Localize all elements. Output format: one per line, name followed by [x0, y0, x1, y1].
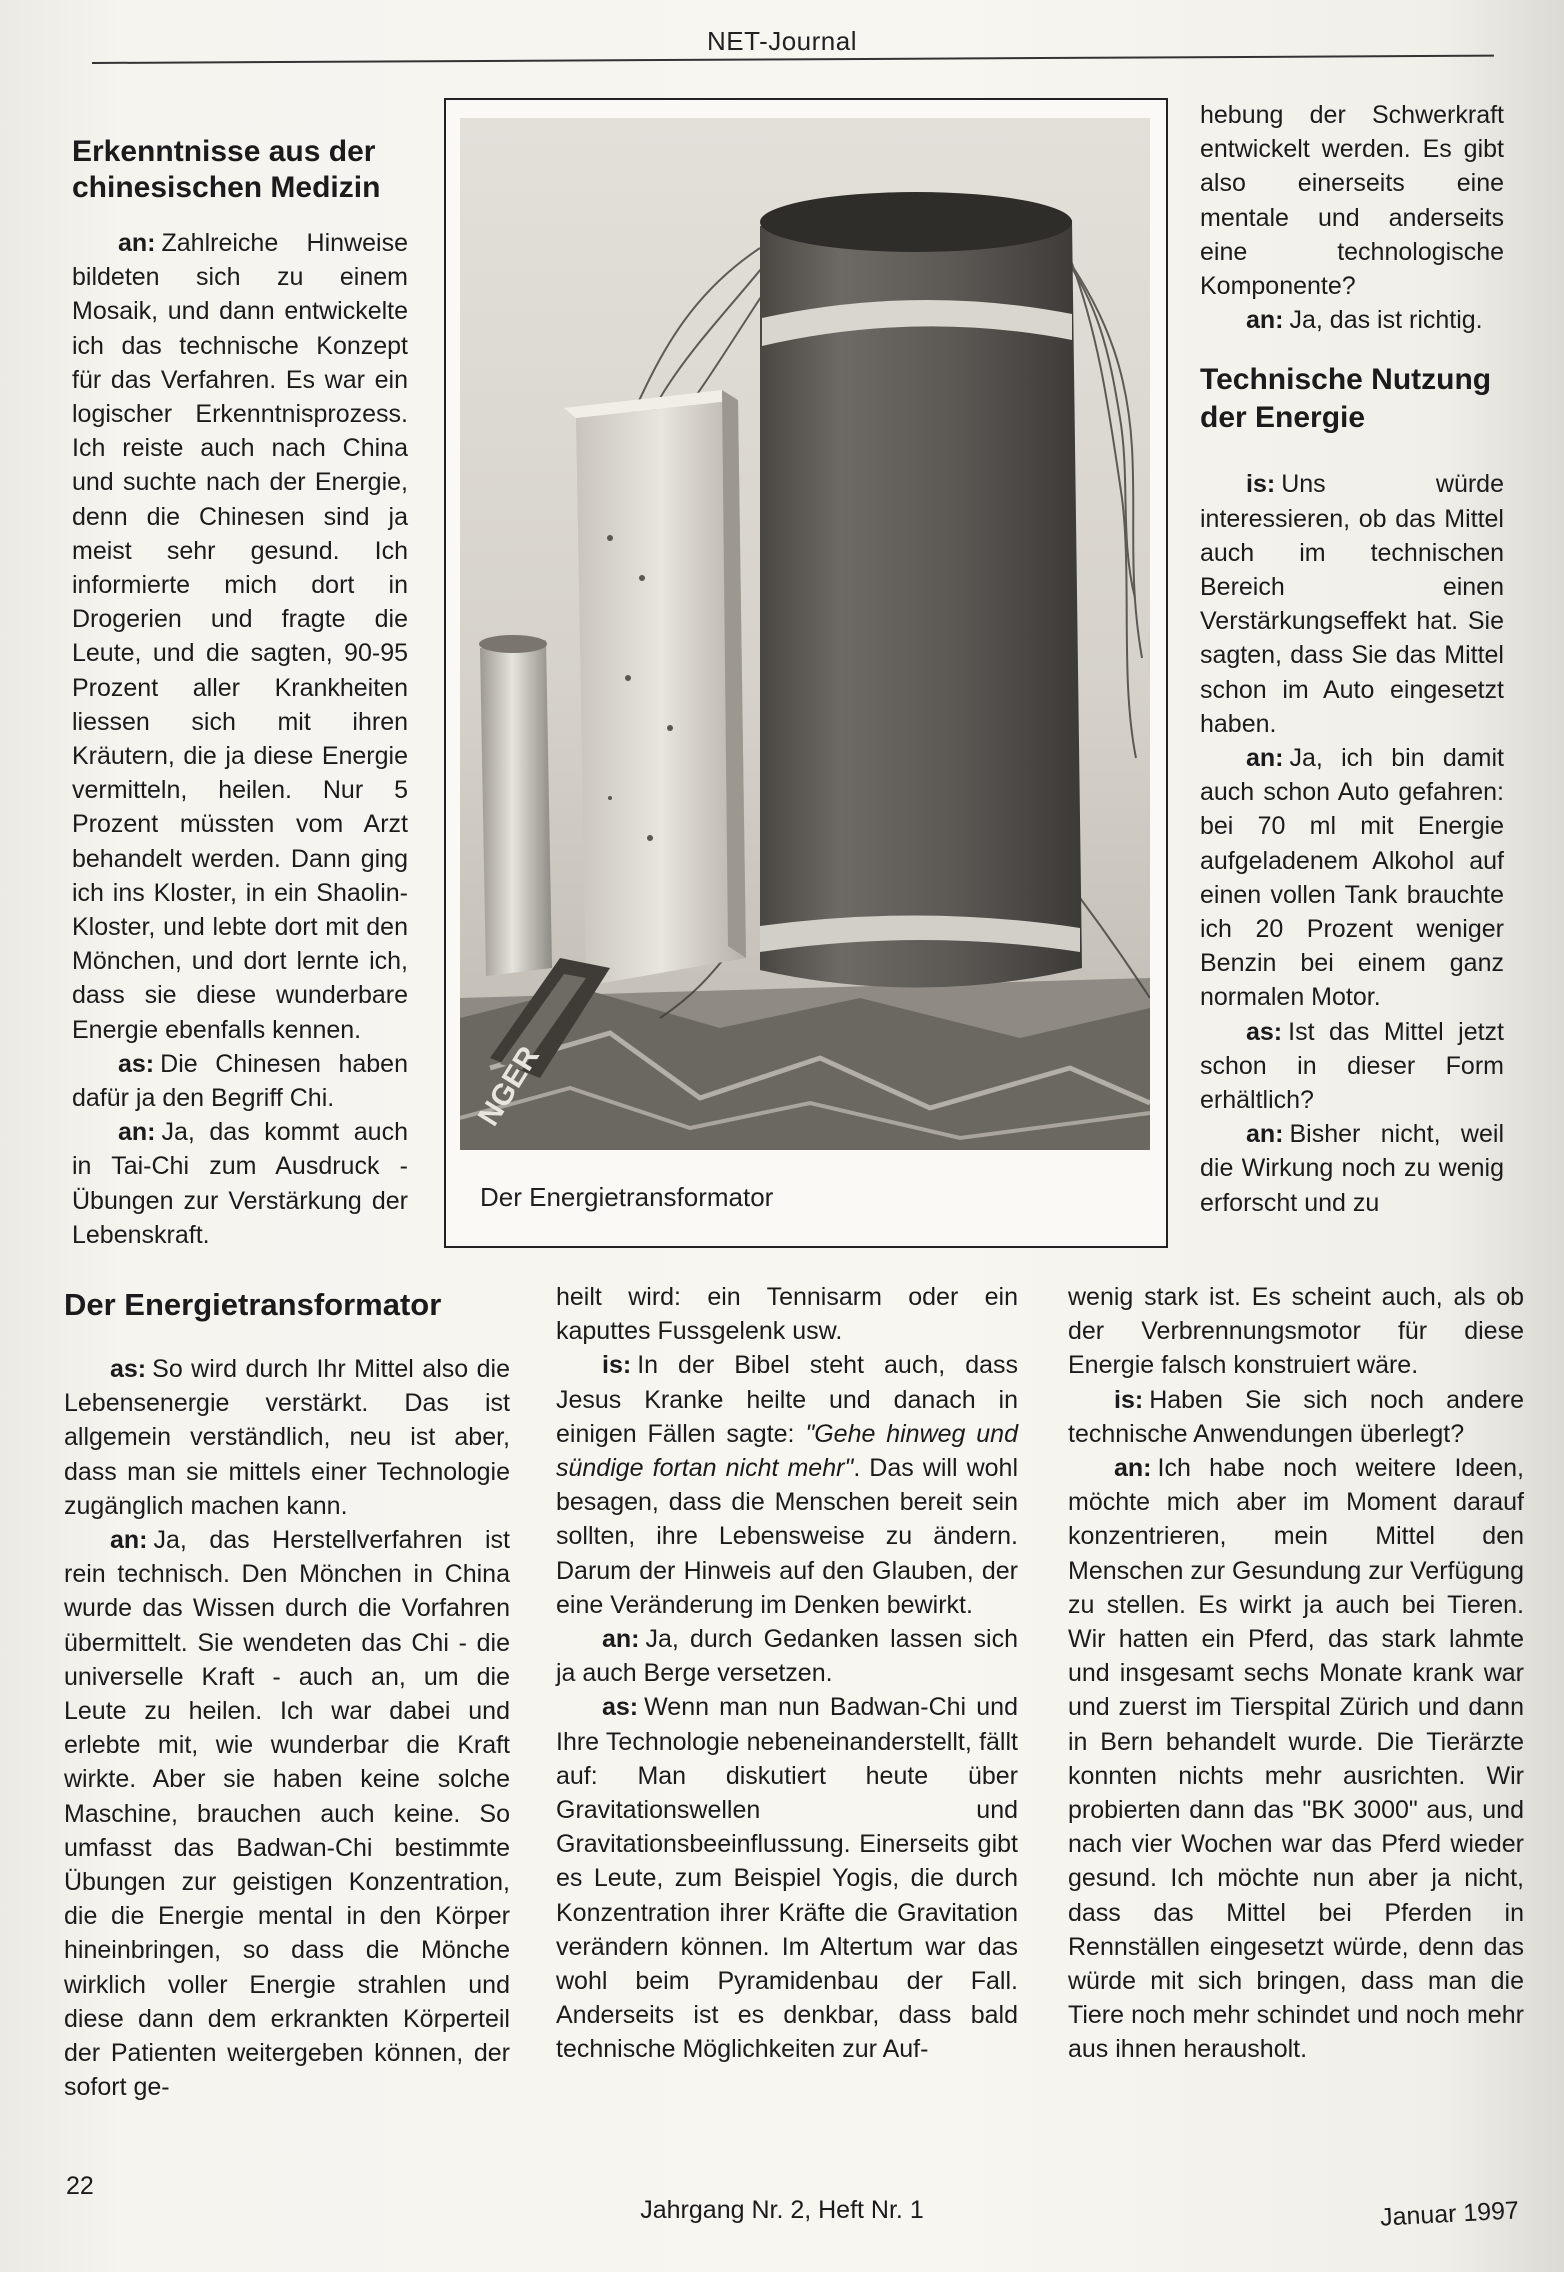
speaker-label: as:: [602, 1693, 639, 1722]
paragraph-text: wenig stark ist. Es scheint auch, als ob der Verbrennungsmotor für diese Energie falsch konstruiert wäre.: [1068, 1283, 1524, 1380]
paragraph-text: . Das will wohl besagen, dass die Menschen bereit sein sollten, ihre Lebensweise zu ändern. Darum der Hinweis auf den Glauben, der eine Veränderung im Denken bewirkt.: [556, 1454, 1019, 1619]
paragraph: [1200, 741, 1504, 1015]
speaker-label: is:: [602, 1351, 632, 1380]
paragraph: [64, 1352, 510, 1523]
box-label-text: NGER: [471, 1040, 546, 1132]
photo-illustration: [460, 118, 1150, 1150]
paragraph-text: Ja, durch Gedanken lassen sich ja auch Berge versetzen.: [556, 1625, 1018, 1688]
paragraph-text: So wird durch Ihr Mittel also die Lebensenergie verstärkt. Das ist allgemein verständlich, neu ist aber, dass man sie mittels einer Technologie zugänglich machen kann.: [64, 1355, 510, 1520]
speaker-label: an:: [602, 1625, 640, 1654]
paragraph-text: Wenn man nun Badwan-Chi und Ihre Technologie nebeneinanderstellt, fällt auf: Man diskutiert heute über Gravitationswellen und Gravitationsbeeinflussung. Einerseits gibt es Leute, zum Beispiel Yogis, die durch Konzentration ihrer Kräfte die Gravitation verändern können. Im Altertum war das wohl beim Pyramidenbau der Fall. Anderseits ist es denkbar, dass bald technische Möglichkeiten zur Auf-: [556, 1693, 1018, 2064]
speaker-label: an:: [110, 1526, 148, 1555]
speaker-label: as:: [1246, 1017, 1283, 1046]
speaker-label: an:: [1246, 1120, 1284, 1149]
paragraph: [1068, 1383, 1524, 1451]
speaker-label: an:: [1246, 744, 1284, 773]
paragraph: [1200, 467, 1504, 741]
paragraph: [1200, 1117, 1504, 1220]
bottom-right-column: [1068, 1280, 1524, 2067]
paragraph: [72, 1115, 408, 1252]
paragraph: [556, 1622, 1018, 1690]
speaker-label: is:: [1246, 470, 1276, 499]
speaker-label: an:: [118, 1118, 156, 1147]
paragraph: [556, 1348, 1018, 1622]
bottom-middle-column: [556, 1280, 1018, 2067]
issue-date: Januar 1997: [1379, 2196, 1520, 2232]
speaker-label: as:: [110, 1355, 147, 1383]
paragraph-text: Bisher nicht, weil die Wirkung noch zu wenig erforscht und zu: [1200, 1120, 1504, 1217]
paragraph-text: Haben Sie sich noch andere technische Anwendungen überlegt?: [1068, 1385, 1524, 1448]
figure-box: [444, 98, 1168, 1248]
paragraph-text: Ja, das ist richtig.: [1289, 306, 1483, 335]
paragraph-text: In der Bibel steht auch, dass Jesus Kranke heilte und danach in einigen Fällen sagte:: [556, 1351, 1018, 1448]
speaker-label: an:: [118, 229, 156, 257]
paragraph: [556, 1280, 1018, 1348]
paragraph: [1200, 1015, 1504, 1118]
paragraph-text: Ist das Mittel jetzt schon in dieser Form erhältlich?: [1200, 1017, 1504, 1115]
paragraph-text: Zahlreiche Hinweise bildeten sich zu einem Mosaik, und dann entwickelte ich das technische Konzept für das Verfahren. Es war ein logischer Erkenntnisprozess. Ich reiste auch nach China und suchte nach der Energie, denn die Chinesen sind ja meist sehr gesund. Ich informierte mich dort in Drogerien und fragte die Leute, und die sagten, 90-95 Prozent aller Krankheiten liessen sich mit ihren Kräutern, die ja diese Energie vermitteln, heilen. Nur 5 Prozent müssten vom Arzt behandelt werden. Dann ging ich ins Kloster, in ein Shaolin-Kloster, und lebte dort mit den Mönchen, und dort lernte ich, dass sie diese wunderbare Energie ebenfalls kennen.: [72, 229, 408, 1044]
paragraph-text: Ja, das Herstellverfahren ist rein technisch. Den Mönchen in China wurde das Wissen durch die Vorfahren übermittelt. Sie wendeten das Chi - die universelle Kraft - auch an, um die Leute zu heilen. Ich war dabei und erlebte mit, wie wunderbar die Kraft wirkte. Aber sie haben keine solche Maschine, brauchen auch keine. So umfasst das Badwan-Chi bestimmte Übungen zur geistigen Konzentration, die die Energie mental in den Körper hineinbringen, so dass die Mönche wirklich voller Energie strahlen und diese dann dem erkrankten Körperteil der Patienten weitergeben können, der sofort ge-: [64, 1526, 510, 2102]
paragraph-text: Die Chinesen haben dafür ja den Begriff Chi.: [72, 1049, 408, 1113]
right-top-column: [1200, 98, 1504, 1220]
speaker-label: is:: [1114, 1385, 1144, 1414]
section-heading-energietransformator: Der Energietransformator: [64, 1287, 442, 1322]
running-header: NET-Journal: [707, 26, 857, 56]
bottom-left-column: [64, 1286, 510, 2104]
speaker-label: an:: [1246, 306, 1284, 335]
bible-quote: "Gehe hinweg und sündige fortan nicht mehr": [556, 1419, 1018, 1483]
paragraph: [1068, 1451, 1524, 2067]
paragraph-text: hebung der Schwerkraft entwickelt werden. Es gibt also einerseits eine mentale und anderseits eine technologische Komponente?: [1200, 101, 1504, 301]
paragraph-text: Uns würde interessieren, ob das Mittel auch im technischen Bereich einen Verstärkungseffekt hat. Sie sagten, dass Sie das Mittel schon im Auto eingesetzt haben.: [1200, 470, 1504, 738]
speaker-label: as:: [118, 1049, 155, 1078]
paragraph-text: heilt wird: ein Tennisarm oder ein kaputtes Fussgelenk usw.: [556, 1283, 1018, 1346]
paragraph: [1200, 303, 1504, 337]
page-number: 22: [66, 2172, 94, 2200]
section-heading-technik: Technische Nutzung der Energie: [1200, 363, 1492, 435]
paragraph-text: Ja, das kommt auch in Tai-Chi zum Ausdruck - Übungen zur Verstärkung der Lebenskraft.: [72, 1118, 408, 1249]
paragraph: [72, 1047, 408, 1115]
energietransformator-photo: [460, 118, 1150, 1150]
paragraph: [556, 1690, 1018, 2066]
paragraph: [1068, 1280, 1524, 1383]
paragraph: [72, 226, 408, 1047]
issue-info: Jahrgang Nr. 2, Heft Nr. 1: [640, 2196, 924, 2224]
left-top-column: [72, 134, 408, 1252]
paragraph-text: Ja, ich bin damit auch schon Auto gefahren: bei 70 ml mit Energie aufgeladenem Alkohol auf einen vollen Tank brauchte ich 20 Prozent weniger Benzin bei einem ganz normalen Motor.: [1200, 744, 1504, 1012]
paragraph: [64, 1523, 510, 2104]
figure-caption: Der Energietransformator: [480, 1182, 774, 1212]
section-heading-medizin: Erkenntnisse aus der chinesischen Medizin: [72, 135, 381, 204]
paragraph-text: Ich habe noch weitere Ideen, möchte mich aber im Moment darauf konzentrieren, mein Mittel den Menschen zur Gesundung zur Verfügung zu stellen. Es wirkt ja auch bei Tieren. Wir hatten ein Pferd, das stark lahmte und insgesamt sechs Monate krank war und zuerst im Tierspital Zürich und dann in Bern behandelt wurde. Die Tierärzte konnten nichts mehr ausrichten. Wir probierten dann das "BK 3000" aus, und nach vier Wochen war das Pferd wieder gesund. Ich möchte nun aber ja nicht, dass das Mittel bei Pferden in Rennställen eingesetzt würde, denn das würde mit sich bringen, dass man die Tiere noch mehr schindet und noch mehr aus ihnen herausholt.: [1068, 1454, 1524, 2064]
paragraph: [1200, 98, 1504, 303]
speaker-label: an:: [1114, 1454, 1152, 1483]
